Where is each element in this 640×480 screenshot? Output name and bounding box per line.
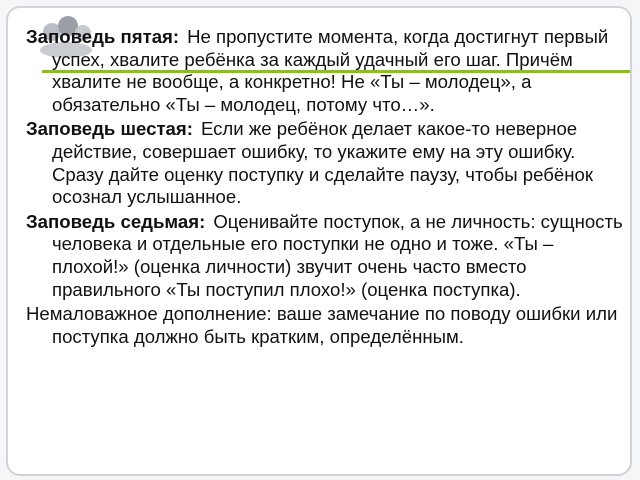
commandment-6 [26, 118, 630, 208]
commandment-5-text: Не пропустите момента, когда достигнут первый успех, хвалите ребёнка за каждый удачный его шаг. Причём хвалите не вообще, а конкретно! Не «Ты – молодец», а обязательно «Ты – молодец, потому что…». [52, 26, 609, 115]
commandment-5-heading: Заповедь пятая: [26, 26, 180, 47]
commandment-7-text: Оценивайте поступок, а не личность: сущность человека и отдельные его поступки не одно и тоже. «Ты – плохой!» (оценка личности) звучит очень часто вместо правильного «Ты поступил плохо!» (оценка поступка). [52, 210, 623, 300]
commandment-5 [26, 26, 630, 116]
commandment-7-heading: Заповедь седьмая: [26, 210, 206, 232]
commandment-7 [26, 211, 630, 301]
slide-text [26, 26, 630, 350]
commandment-6-text: Если же ребёнок делает какое-то неверное действие, совершает ошибку, то укажите ему на эту ошибку. Сразу дайте оценку поступку и сделайте паузу, чтобы ребёнок осознал услышанное. [52, 118, 593, 208]
addendum-text: Немаловажное дополнение: ваше замечание по поводу ошибки или поступка должно быть кратким, определённым. [26, 303, 618, 347]
addendum [26, 303, 630, 348]
commandment-6-heading: Заповедь шестая: [26, 118, 193, 140]
